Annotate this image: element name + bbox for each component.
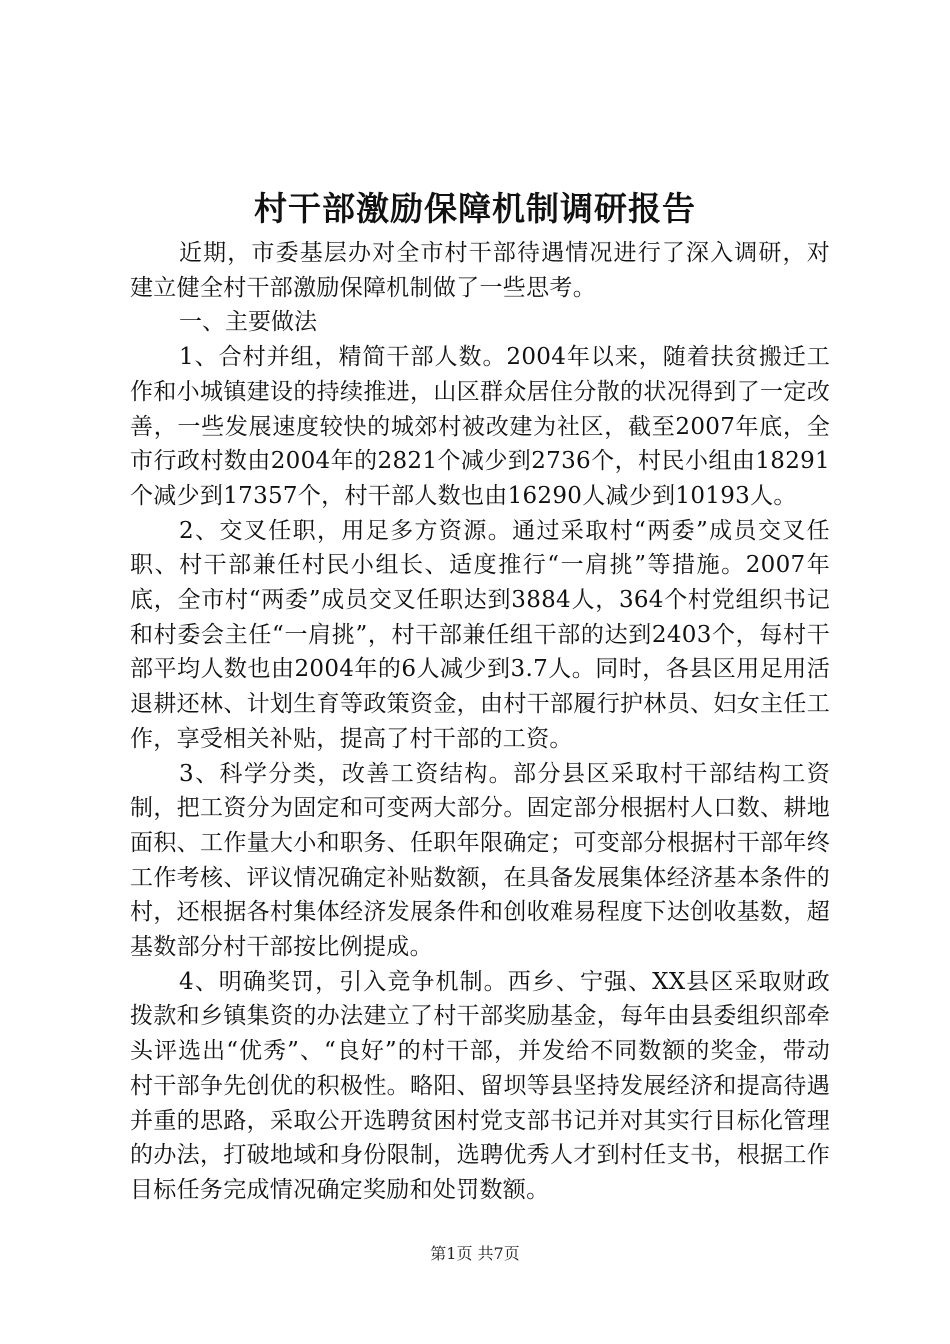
page-footer: 第1页 共7页 [430, 1244, 520, 1263]
paragraph-item-4: 4、明确奖罚，引入竞争机制。西乡、宁强、XX县区采取财政拨款和乡镇集资的办法建立了村干部奖励基金，每年由县委组织部牵头评选出“优秀”、“良好”的村干部，并发给不同数额的奖金，带动村干部争先创优的积极性。略阳、留坝等县坚持发展经济和提高待遇并重的思路，采取公开选聘贫困村党支部书记并对其实行目标化管理的办法，打破地域和身份限制，选聘优秀人才到村任支书，根据工作目标任务完成情况确定奖励和处罚数额。 [130, 968, 830, 1203]
section-heading: 一、主要做法 [179, 309, 317, 336]
document-title: 村干部激励保障机制调研报告 [254, 189, 696, 228]
paragraph-item-1: 1、合村并组，精简干部人数。2004年以来，随着扶贫搬迁工作和小城镇建设的持续推进，山区群众居住分散的状况得到了一定改善，一些发展速度较快的城郊村被改建为社区，截至2007年底，全市行政村数由2004年的2821个减少到2736个，村民小组由18291个减少到17357个，村干部人数也由16290人减少到10193人。 [130, 344, 830, 509]
intro-paragraph: 近期，市委基层办对全市村干部待遇情况进行了深入调研，对建立健全村干部激励保障机制做了一些思考。 [130, 240, 830, 301]
paragraph-item-2: 2、交叉任职，用足多方资源。通过采取村“两委”成员交叉任职、村干部兼任村民小组长、适度推行“一肩挑”等措施。2007年底，全市村“两委”成员交叉任职达到3884人，364个村党组织书记和村委会主任“一肩挑”，村干部兼任组干部的达到2403个，每村干部平均人数也由2004年的6人减少到3.7人。同时，各县区用足用活退耕还林、计划生育等政策资金，由村干部履行护林员、妇女主任工作，享受相关补贴，提高了村干部的工资。 [130, 517, 830, 752]
paragraph-item-3: 3、科学分类，改善工资结构。部分县区采取村干部结构工资制，把工资分为固定和可变两大部分。固定部分根据村人口数、耕地面积、工作量大小和职务、任职年限确定；可变部分根据村干部年终工作考核、评议情况确定补贴数额，在具备发展集体经济基本条件的村，还根据各村集体经济发展条件和创收难易程度下达创收基数，超基数部分村干部按比例提成。 [130, 760, 830, 961]
document-body [130, 236, 830, 1208]
